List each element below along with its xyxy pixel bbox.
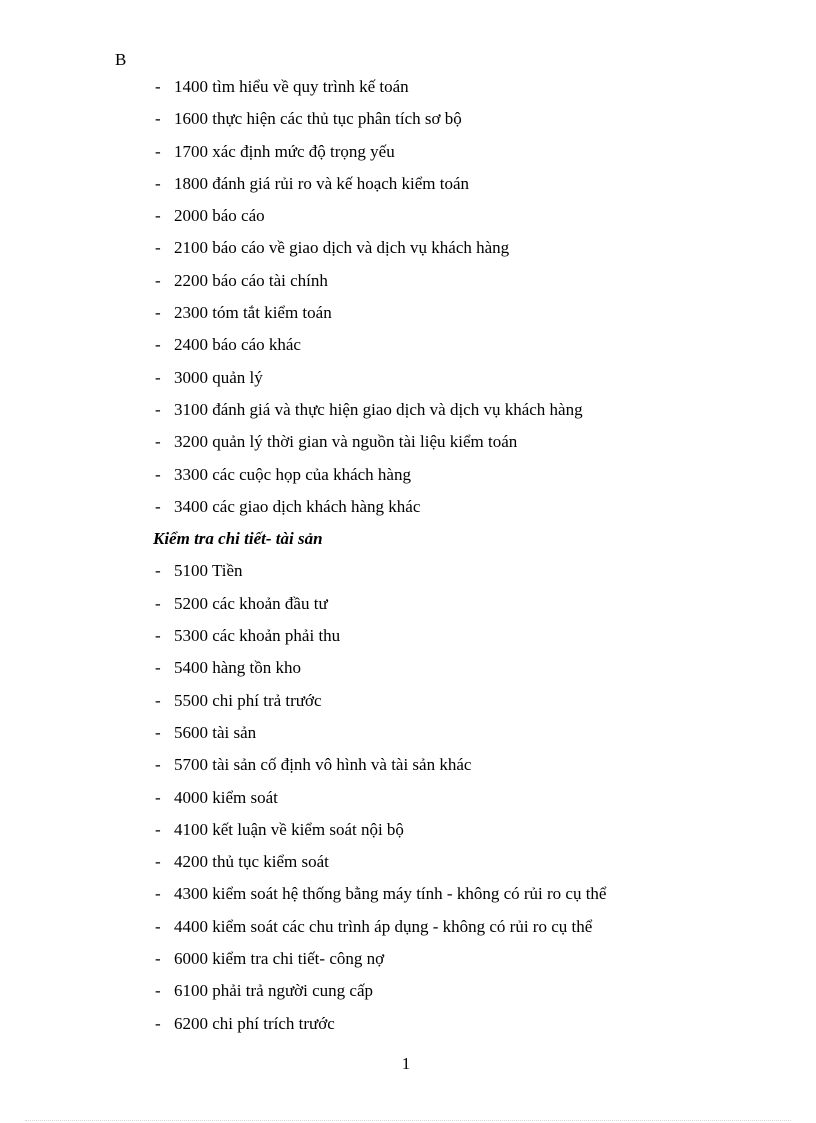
bullet-dash: -	[155, 561, 161, 581]
bullet-dash: -	[155, 819, 161, 839]
bullet-dash: -	[155, 464, 161, 484]
list-item	[0, 429, 816, 461]
bullet-dash: -	[155, 1013, 161, 1033]
list-item-text: 5500 chi phí trả trước	[174, 690, 322, 710]
list-item-text: 4200 thủ tục kiểm soát	[174, 852, 329, 872]
bullet-dash: -	[155, 270, 161, 290]
bullet-dash: -	[155, 949, 161, 969]
list-item	[0, 494, 816, 526]
list-item-text: 2400 báo cáo khác	[174, 335, 301, 355]
list-item-text: 6200 chi phí trích trước	[174, 1013, 335, 1033]
bullet-dash: -	[155, 399, 161, 419]
list-item	[0, 914, 816, 946]
list-item-text: 2100 báo cáo về giao dịch và dịch vụ khách hàng	[174, 238, 510, 258]
list-item-text: 3400 các giao dịch khách hàng khác	[174, 496, 421, 516]
list-item-text: 5200 các khoản đầu tư	[174, 593, 328, 613]
list-item-text: 2000 báo cáo	[174, 206, 265, 226]
bullet-dash: -	[155, 367, 161, 387]
list-item	[0, 1011, 816, 1043]
bullet-dash: -	[155, 141, 161, 161]
list-item	[0, 300, 816, 332]
bullet-dash: -	[155, 626, 161, 646]
list-item-text: 3300 các cuộc họp của khách hàng	[174, 464, 411, 484]
list-item-text: 3000 quản lý	[174, 367, 263, 387]
list-item	[0, 106, 816, 138]
list-item	[0, 688, 816, 720]
list-item	[0, 332, 816, 364]
bullet-dash: -	[155, 496, 161, 516]
list-item-text: 1400 tìm hiểu về quy trình kế toán	[174, 77, 409, 96]
page-number: 1	[401, 1054, 411, 1073]
bullet-dash: -	[155, 884, 161, 904]
list-item-text: 4100 kết luận về kiểm soát nội bộ	[174, 819, 404, 839]
bullet-dash: -	[155, 593, 161, 613]
list-item-text: 1600 thực hiện các thủ tục phân tích sơ bộ	[174, 109, 462, 129]
list-item	[0, 752, 816, 784]
list-item-text: 2200 báo cáo tài chính	[174, 270, 328, 290]
list-item-text: 5600 tài sản	[174, 722, 257, 742]
list-item-text: 2300 tóm tắt kiểm toán	[174, 303, 332, 323]
list-item	[0, 978, 816, 1010]
list-item	[0, 881, 816, 913]
list-item	[0, 462, 816, 494]
list-item-text: 4000 kiểm soát	[174, 787, 278, 807]
list-item-text: 5100 Tiền	[174, 561, 243, 581]
list-item	[0, 235, 816, 267]
list-item	[0, 817, 816, 849]
section-heading-text: Kiểm tra chi tiết- tài sản	[153, 529, 323, 549]
list-item-text: 4400 kiểm soát các chu trình áp dụng - không có rủi ro cụ thể	[174, 916, 593, 936]
bullet-dash: -	[155, 109, 161, 129]
section-heading	[0, 526, 816, 558]
bullet-dash: -	[155, 238, 161, 258]
list-item	[0, 946, 816, 978]
bullet-dash: -	[155, 173, 161, 193]
bullet-dash: -	[155, 787, 161, 807]
list-item	[0, 139, 816, 171]
list-item	[0, 720, 816, 752]
list-item-text: 1700 xác định mức độ trọng yếu	[174, 141, 395, 161]
bullet-dash: -	[155, 852, 161, 872]
list-item	[0, 655, 816, 687]
list-item	[0, 203, 816, 235]
bullet-dash: -	[155, 77, 161, 96]
list-item-text: 3100 đánh giá và thực hiện giao dịch và dịch vụ khách hàng	[174, 399, 583, 419]
list-item	[0, 591, 816, 623]
bullet-dash: -	[155, 690, 161, 710]
bullet-dash: -	[155, 303, 161, 323]
bullet-dash: -	[155, 658, 161, 678]
audit-index-list	[0, 74, 816, 1043]
list-item	[0, 268, 816, 300]
bullet-dash: -	[155, 335, 161, 355]
list-item	[0, 397, 816, 429]
list-item	[0, 74, 816, 106]
list-item-text: 5700 tài sản cố định vô hình và tài sản khác	[174, 755, 472, 775]
list-item	[0, 365, 816, 397]
list-item-text: 1800 đánh giá rủi ro và kế hoạch kiểm toán	[174, 173, 470, 193]
list-item-text: 6000 kiểm tra chi tiết- công nợ	[174, 949, 385, 969]
list-item-text: 6100 phải trả người cung cấp	[174, 981, 374, 1001]
bullet-dash: -	[155, 206, 161, 226]
list-item	[0, 558, 816, 590]
list-item	[0, 623, 816, 655]
list-item-text: 5400 hàng tồn kho	[174, 658, 302, 678]
list-item	[0, 785, 816, 817]
bullet-dash: -	[155, 916, 161, 936]
page-bottom-divider	[25, 1120, 791, 1121]
bullet-dash: -	[155, 722, 161, 742]
list-item-text: 3200 quản lý thời gian và nguồn tài liệu kiểm toán	[174, 432, 518, 452]
list-item	[0, 171, 816, 203]
section-letter: B	[115, 50, 127, 69]
list-item-text: 4300 kiểm soát hệ thống bằng máy tính - không có rủi ro cụ thể	[174, 884, 607, 904]
bullet-dash: -	[155, 981, 161, 1001]
list-item-text: 5300 các khoản phải thu	[174, 626, 341, 646]
list-item	[0, 849, 816, 881]
bullet-dash: -	[155, 432, 161, 452]
bullet-dash: -	[155, 755, 161, 775]
